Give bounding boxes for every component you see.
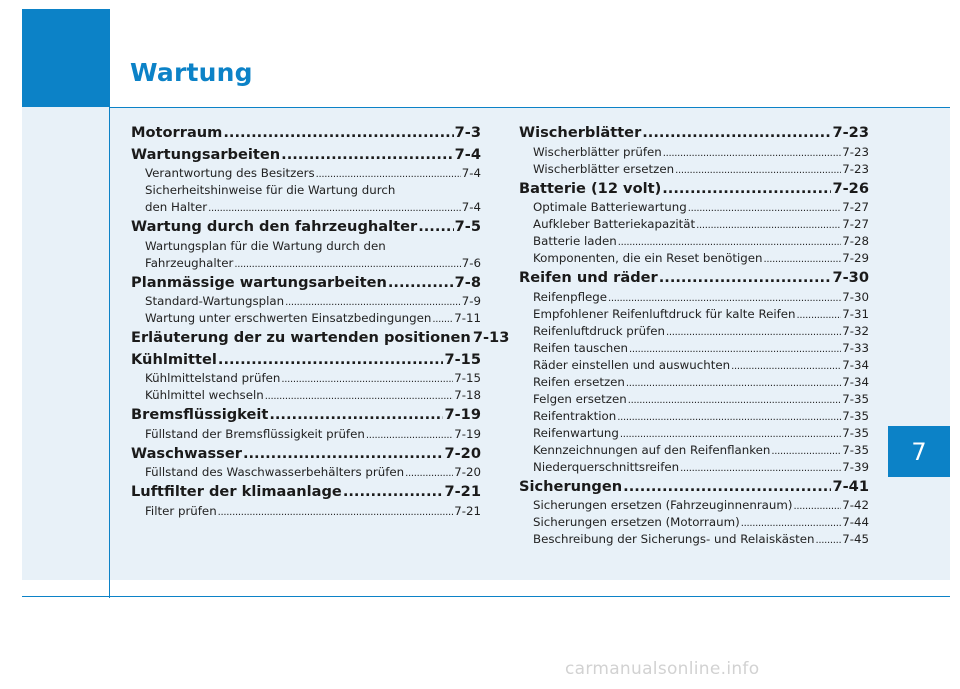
toc-page-number: 7-41 <box>832 477 869 495</box>
toc-entry-label: Wartungsarbeiten <box>131 145 281 163</box>
toc-leader-dots <box>793 498 841 515</box>
toc-subsection-entry[interactable] <box>131 182 481 199</box>
toc-section-entry[interactable] <box>519 178 869 200</box>
toc-entry-label: Kühlmittelstand prüfen <box>145 371 281 385</box>
toc-right-column <box>519 122 869 548</box>
toc-page-number: 7-31 <box>842 306 869 321</box>
chapter-tab[interactable]: 7 <box>888 426 950 477</box>
toc-leader-dots <box>771 443 841 460</box>
toc-entry-label: Luftfilter der klimaanlage <box>131 483 342 500</box>
toc-entry-label: Wartung durch den fahrzeughalter <box>131 218 418 235</box>
toc-page-number: 7-20 <box>454 465 481 479</box>
toc-entry-label: Reifenpflege <box>533 289 608 304</box>
toc-subsection-entry[interactable] <box>519 391 869 408</box>
margin-rule <box>109 9 110 598</box>
toc-leader-dots <box>388 272 454 294</box>
toc-page-number: 7-15 <box>454 371 481 385</box>
toc-page-number: 7-35 <box>842 442 869 457</box>
toc-leader-dots <box>343 481 444 503</box>
toc-leader-dots <box>418 216 453 238</box>
toc-subsection-entry[interactable] <box>519 374 869 391</box>
toc-entry-label: Aufkleber Batteriekapazität <box>533 217 696 231</box>
toc-entry-label: Filter prüfen <box>145 503 217 518</box>
toc-subsection-entry[interactable] <box>519 289 869 306</box>
toc-section-entry[interactable] <box>131 122 481 144</box>
toc-page-number: 7-27 <box>842 217 869 231</box>
toc-page-number: 7-30 <box>842 289 869 304</box>
toc-page-number: 7-19 <box>444 406 481 423</box>
toc-leader-dots <box>629 341 841 358</box>
toc-entry-label: Kennzeichnungen auf den Reifenflanken <box>533 442 771 457</box>
toc-leader-dots <box>617 409 841 426</box>
toc-subsection-entry[interactable] <box>519 442 869 459</box>
toc-subsection-entry[interactable] <box>519 306 869 323</box>
toc-subsection-entry[interactable] <box>519 233 869 250</box>
toc-leader-dots <box>663 145 842 162</box>
toc-page-number: 7-8 <box>454 273 481 291</box>
toc-subsection-entry[interactable] <box>131 165 481 182</box>
toc-subsection-entry[interactable] <box>519 323 869 340</box>
toc-page-number: 7-26 <box>832 179 869 197</box>
toc-page-number: 7-18 <box>454 388 481 402</box>
toc-subsection-entry[interactable] <box>519 408 869 425</box>
toc-entry-label: Reifenwartung <box>533 425 619 440</box>
toc-section-entry[interactable] <box>131 404 481 426</box>
toc-leader-dots <box>662 178 831 200</box>
toc-section-entry[interactable] <box>131 481 481 503</box>
toc-subsection-entry[interactable] <box>519 216 869 233</box>
toc-leader-dots <box>626 375 841 392</box>
toc-page-number: 7-21 <box>444 483 481 500</box>
toc-leader-dots <box>265 388 454 405</box>
toc-section-entry[interactable] <box>131 349 481 371</box>
toc-entry-label: Empfohlener Reifenluftdruck für kalte Reifen <box>533 306 796 321</box>
toc-page-number: 7-30 <box>832 269 869 286</box>
toc-entry-label: Niederquerschnittsreifen <box>533 459 680 474</box>
toc-entry-label: Sicherheitshinweise für die Wartung durch <box>145 183 396 197</box>
toc-subsection-entry[interactable] <box>131 503 481 520</box>
toc-leader-dots <box>405 465 453 482</box>
toc-entry-label: Beschreibung der Sicherungs- und Relaiskästen <box>533 532 815 546</box>
toc-page-number: 7-4 <box>454 145 481 163</box>
toc-leader-dots <box>815 532 841 549</box>
toc-leader-dots <box>618 234 842 251</box>
toc-leader-dots <box>688 200 842 217</box>
toc-page-number: 7-21 <box>454 503 481 518</box>
toc-page-number: 7-44 <box>842 515 869 529</box>
toc-leader-dots <box>281 144 453 166</box>
toc-leader-dots <box>620 426 841 443</box>
toc-page-number: 7-45 <box>842 532 869 546</box>
toc-entry-label: Planmässige wartungsarbeiten <box>131 273 387 291</box>
toc-section-entry[interactable] <box>519 476 869 498</box>
toc-subsection-entry[interactable] <box>131 310 481 327</box>
toc-subsection-entry[interactable] <box>519 199 869 216</box>
toc-entry-label: Motorraum <box>131 124 223 141</box>
toc-entry-label: Sicherungen <box>519 477 623 495</box>
toc-page-number: 7-19 <box>454 426 481 441</box>
toc-entry-label: Sicherungen ersetzen (Fahrzeuginnenraum) <box>533 498 793 512</box>
toc-entry-label: Wartung unter erschwerten Einsatzbedingungen <box>145 311 432 325</box>
toc-entry-label: Batterie (12 volt) <box>519 179 662 197</box>
toc-leader-dots <box>696 217 841 234</box>
toc-entry-label: Reifen und räder <box>519 269 658 286</box>
header-divider <box>109 107 950 108</box>
toc-page-number: 7-4 <box>461 166 481 180</box>
toc-page-number: 7-39 <box>842 459 869 474</box>
toc-entry-label: Wischerblätter ersetzen <box>533 161 675 176</box>
toc-leader-dots <box>741 515 842 532</box>
toc-entry-label: Kühlmittel wechseln <box>145 388 264 402</box>
toc-entry-label: Verantwortung des Besitzers <box>145 166 315 180</box>
toc-leader-dots <box>281 371 453 388</box>
toc-page-number: 7-34 <box>842 357 869 372</box>
footer-divider <box>22 596 950 597</box>
toc-page-number: 7-35 <box>842 391 869 406</box>
toc-subsection-entry[interactable] <box>131 293 481 310</box>
toc-section-entry[interactable] <box>131 144 481 166</box>
toc-entry-label: Füllstand der Bremsflüssigkeit prüfen <box>145 426 365 441</box>
toc-subsection-entry[interactable] <box>519 514 869 531</box>
toc-page-number: 7-33 <box>842 340 869 355</box>
toc-page-number: 7-5 <box>454 218 481 235</box>
toc-page-number: 7-6 <box>461 255 481 270</box>
toc-entry-label: Felgen ersetzen <box>533 391 627 406</box>
toc-subsection-entry[interactable] <box>519 161 869 178</box>
toc-leader-dots <box>234 256 460 273</box>
toc-entry-label: Batterie laden <box>533 234 617 248</box>
toc-entry-label: Reifen ersetzen <box>533 374 625 389</box>
watermark: carmanualsonline.info <box>565 659 760 679</box>
toc-leader-dots <box>797 307 842 324</box>
toc-entry-label: Wartungsplan für die Wartung durch den <box>145 238 386 253</box>
toc-entry-label: den Halter <box>145 200 208 214</box>
toc-page-number: 7-3 <box>454 124 481 141</box>
toc-leader-dots <box>675 162 841 179</box>
toc-subsection-entry[interactable] <box>519 425 869 442</box>
toc-section-entry[interactable] <box>519 122 869 144</box>
toc-subsection-entry[interactable] <box>131 464 481 481</box>
page-title: Wartung <box>130 58 253 87</box>
toc-leader-dots <box>666 324 841 341</box>
toc-entry-label: Räder einstellen und auswuchten <box>533 357 731 372</box>
toc-leader-dots <box>659 267 832 289</box>
toc-entry-label: Reifentraktion <box>533 408 617 423</box>
toc-subsection-entry[interactable] <box>519 531 869 548</box>
toc-section-entry[interactable] <box>131 216 481 238</box>
toc-page-number: 7-27 <box>842 200 869 214</box>
toc-leader-dots <box>642 122 831 144</box>
toc-section-entry[interactable] <box>519 267 869 289</box>
toc-entry-label: Komponenten, die ein Reset benötigen <box>533 251 763 265</box>
toc-left-column <box>131 122 510 520</box>
toc-page-number: 7-20 <box>444 444 481 462</box>
toc-entry-label: Wischerblätter <box>519 124 642 141</box>
toc-page-number: 7-4 <box>461 200 481 214</box>
toc-leader-dots <box>316 166 461 183</box>
toc-page-number: 7-32 <box>842 323 869 338</box>
toc-leader-dots <box>218 349 444 371</box>
toc-leader-dots <box>285 294 461 311</box>
toc-entry-label: Erläuterung der zu wartenden positionen <box>131 329 471 346</box>
toc-page-number: 7-29 <box>842 251 869 265</box>
toc-leader-dots <box>366 427 453 444</box>
toc-subsection-entry[interactable] <box>519 459 869 476</box>
toc-entry-label: Kühlmittel <box>131 350 217 368</box>
toc-subsection-entry[interactable] <box>519 144 869 161</box>
toc-page-number: 7-23 <box>832 124 869 141</box>
toc-entry-label: Reifen tauschen <box>533 340 629 355</box>
toc-leader-dots <box>223 122 453 144</box>
toc-subsection-entry[interactable] <box>131 255 481 272</box>
toc-section-entry[interactable] <box>131 327 510 349</box>
toc-subsection-entry[interactable] <box>519 340 869 357</box>
toc-subsection-entry[interactable] <box>131 238 481 255</box>
toc-page-number: 7-34 <box>842 374 869 389</box>
toc-page-number: 7-35 <box>842 425 869 440</box>
toc-page-number: 7-28 <box>842 234 869 248</box>
header-color-block <box>22 9 109 107</box>
toc-leader-dots <box>608 290 841 307</box>
toc-leader-dots <box>731 358 841 375</box>
toc-leader-dots <box>243 443 444 465</box>
toc-leader-dots <box>432 311 453 328</box>
toc-leader-dots <box>208 200 461 217</box>
toc-leader-dots <box>680 460 841 477</box>
toc-entry-label: Füllstand des Waschwasserbehälters prüfen <box>145 465 405 479</box>
toc-page-number: 7-15 <box>444 350 481 368</box>
toc-subsection-entry[interactable] <box>131 426 481 443</box>
toc-page-number: 7-23 <box>842 144 869 159</box>
toc-subsection-entry[interactable] <box>131 387 481 404</box>
toc-entry-label: Wischerblätter prüfen <box>533 144 662 159</box>
toc-section-entry[interactable] <box>131 272 481 294</box>
toc-subsection-entry[interactable] <box>131 370 481 387</box>
toc-subsection-entry[interactable] <box>519 497 869 514</box>
toc-page-number: 7-9 <box>461 294 481 308</box>
toc-entry-label: Optimale Batteriewartung <box>533 200 687 214</box>
toc-page-number: 7-13 <box>472 329 510 346</box>
toc-entry-label: Bremsflüssigkeit <box>131 406 269 423</box>
toc-page-number: 7-35 <box>842 408 869 423</box>
toc-leader-dots <box>628 392 842 409</box>
toc-entry-label: Fahrzeughalter <box>145 255 234 270</box>
toc-entry-label: Sicherungen ersetzen (Motorraum) <box>533 515 740 529</box>
toc-entry-label: Reifenluftdruck prüfen <box>533 323 666 338</box>
toc-leader-dots <box>218 504 454 521</box>
toc-page-number: 7-11 <box>454 311 481 325</box>
toc-subsection-entry[interactable] <box>519 250 869 267</box>
toc-entry-label: Waschwasser <box>131 444 242 462</box>
toc-leader-dots <box>623 476 831 498</box>
toc-subsection-entry[interactable] <box>131 199 481 216</box>
toc-leader-dots <box>763 251 841 268</box>
toc-entry-label: Standard-Wartungsplan <box>145 294 285 308</box>
toc-section-entry[interactable] <box>131 443 481 465</box>
toc-leader-dots <box>269 404 443 426</box>
toc-subsection-entry[interactable] <box>519 357 869 374</box>
toc-page-number: 7-42 <box>842 498 869 512</box>
toc-page-number: 7-23 <box>842 161 869 176</box>
